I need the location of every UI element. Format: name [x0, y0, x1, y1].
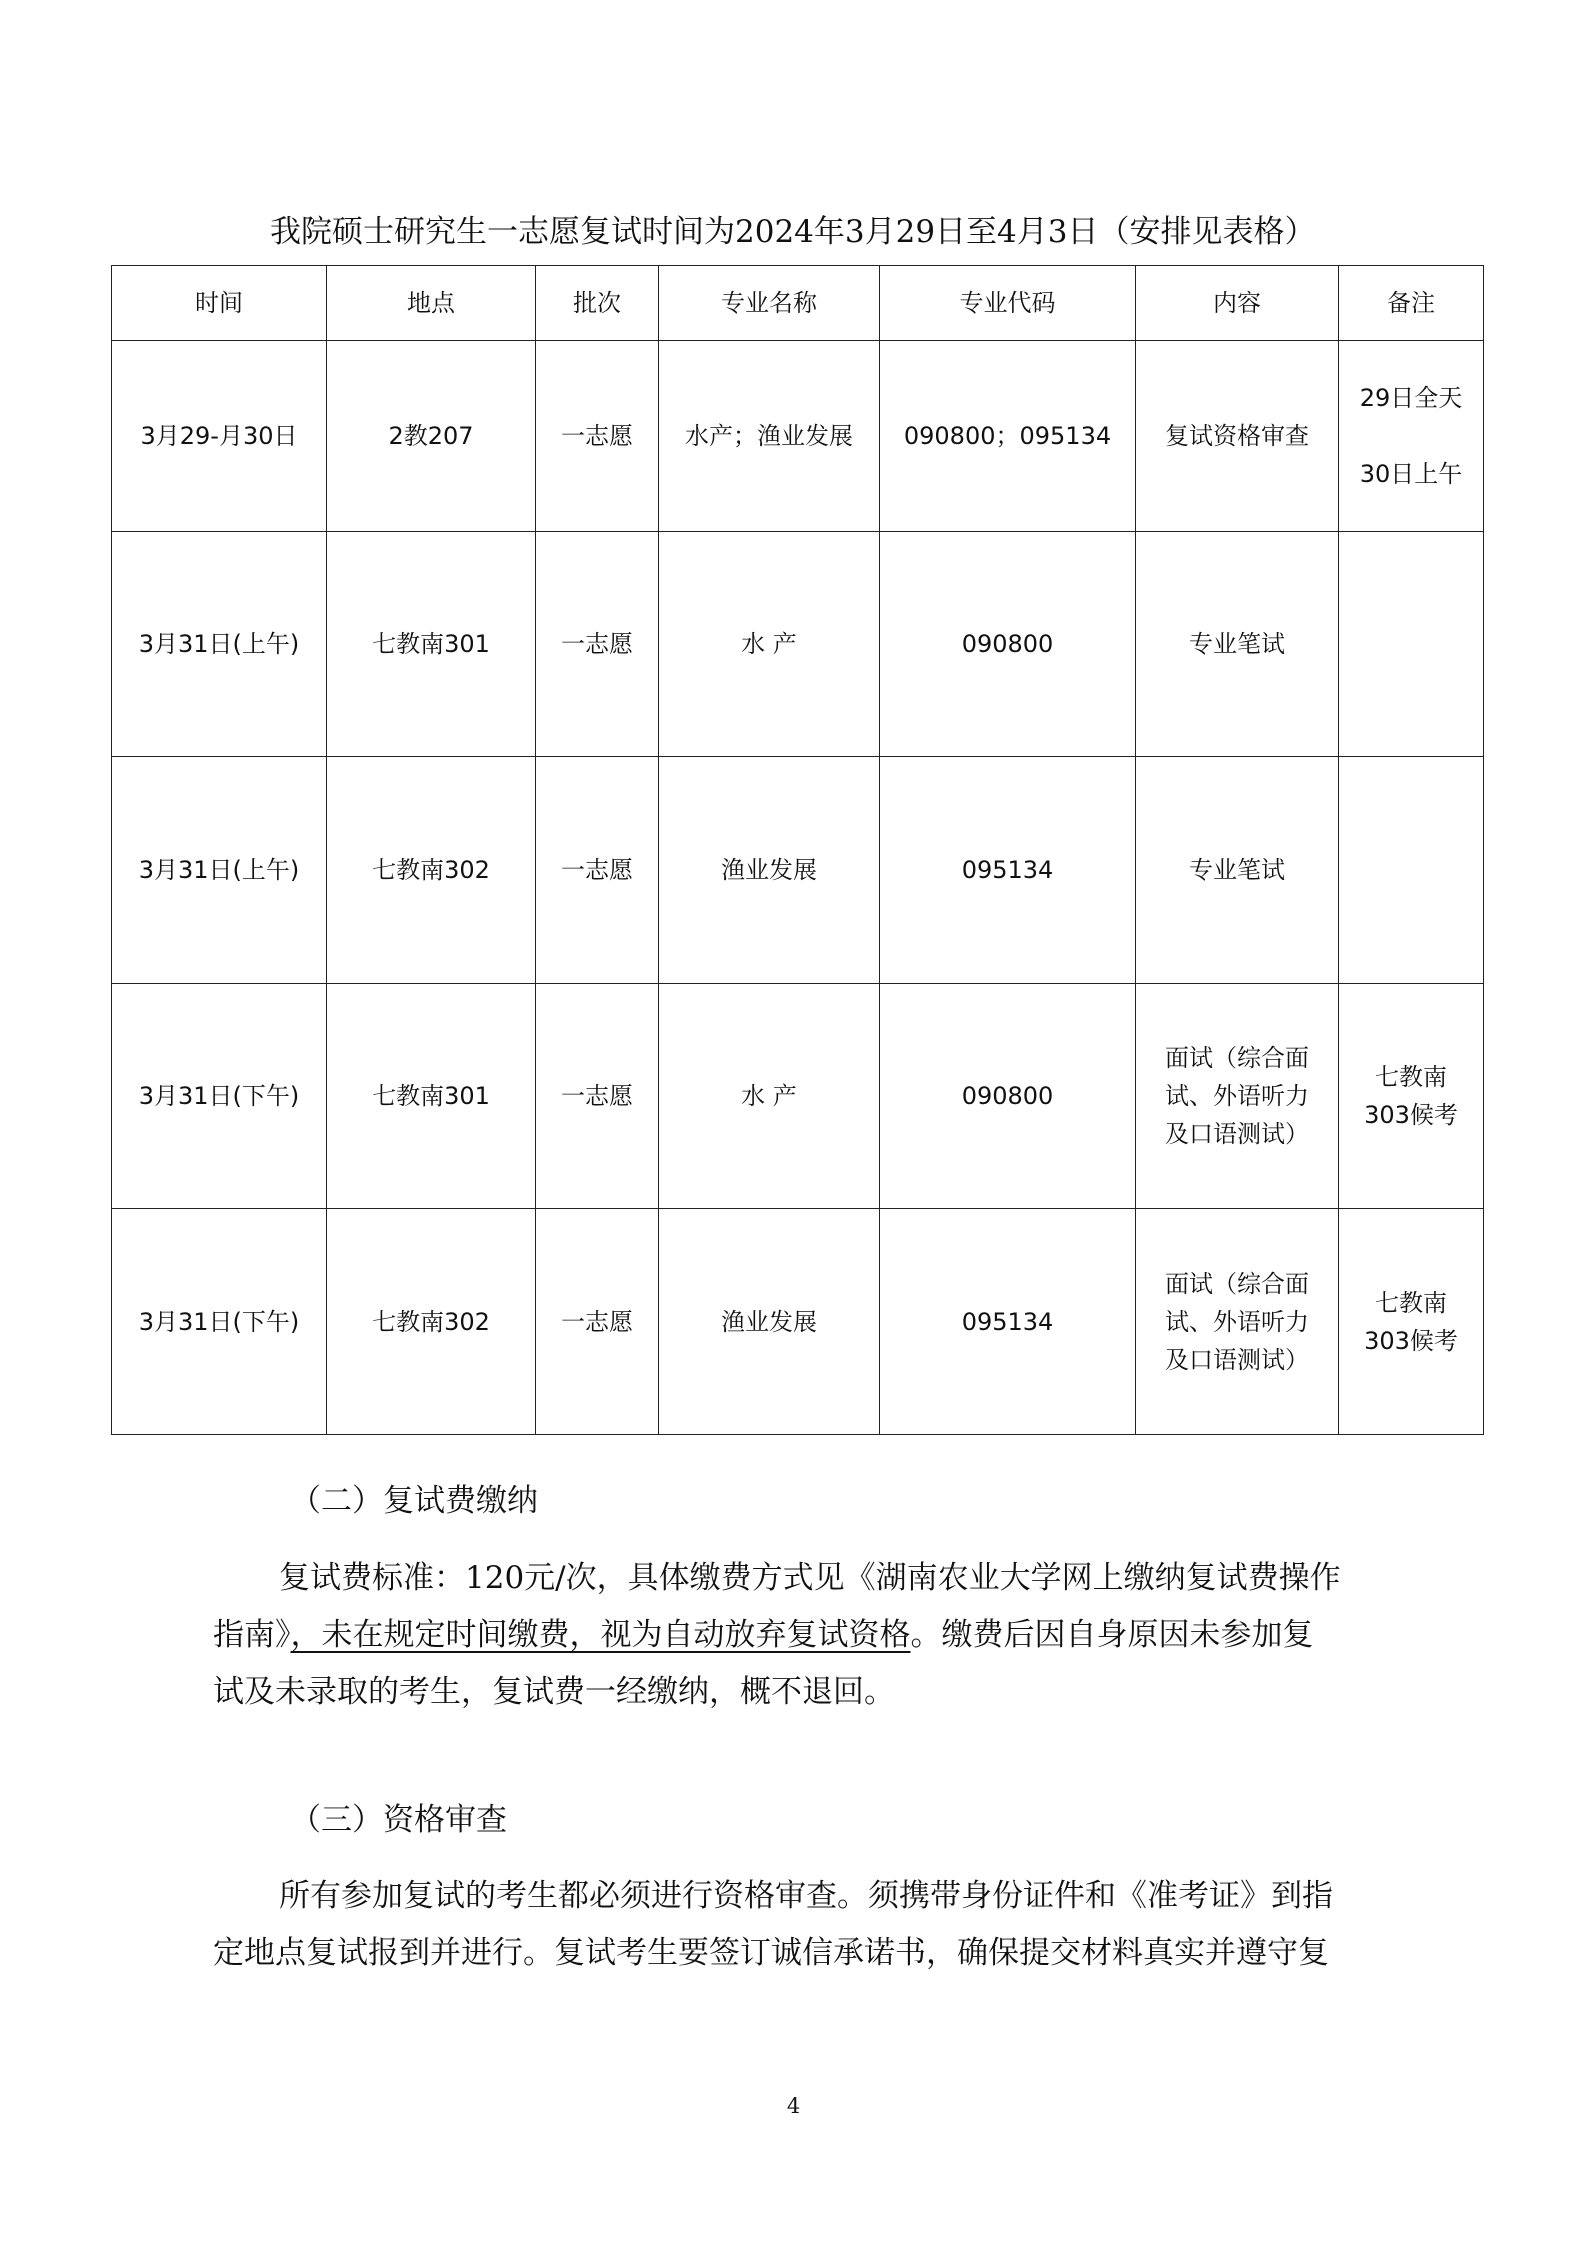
- fee-paragraph: [213, 1550, 1383, 1721]
- text-segment: 。缴费后因自身原因未参加复: [910, 1617, 1314, 1653]
- note-line: 303候考: [1364, 1101, 1458, 1129]
- header-time: 时间: [112, 266, 327, 341]
- cell-time: 3月31日(上午): [112, 532, 327, 757]
- table-row: [112, 341, 1484, 532]
- content-line: 复试资格审查: [1165, 422, 1309, 450]
- cell-code: 095134: [880, 757, 1136, 984]
- cell-note: [1339, 341, 1484, 532]
- cell-batch: 一志愿: [536, 1209, 659, 1435]
- table-row: [112, 532, 1484, 757]
- header-note: 备注: [1339, 266, 1484, 341]
- cell-code: 090800: [880, 532, 1136, 757]
- cell-major: 水 产: [659, 984, 880, 1209]
- table-row: [112, 1209, 1484, 1435]
- cell-batch: 一志愿: [536, 984, 659, 1209]
- note-line: 七教南: [1375, 1063, 1447, 1091]
- paragraph-line: 所有参加复试的考生都必须进行资格审查。须携带身份证件和《准考证》到指: [279, 1878, 1333, 1914]
- cell-place: 七教南301: [327, 984, 536, 1209]
- cell-place: 七教南301: [327, 532, 536, 757]
- cell-major: 水产；渔业发展: [659, 341, 880, 532]
- cell-time: 3月31日(下午): [112, 984, 327, 1209]
- header-content: 内容: [1136, 266, 1339, 341]
- content-line: 面试（综合面: [1165, 1269, 1309, 1298]
- content-line: 试、外语听力: [1165, 1082, 1309, 1110]
- table-header-row: [112, 266, 1484, 341]
- text-segment: 指南》: [213, 1617, 291, 1653]
- schedule-intro: 我院硕士研究生一志愿复试时间为2024年3月29日至4月3日（安排见表格）: [270, 214, 1316, 250]
- cell-code: 095134: [880, 1209, 1136, 1435]
- underlined-text: ，未在规定时间缴费，视为自动放弃复试资格: [290, 1617, 911, 1653]
- cell-major: 渔业发展: [659, 757, 880, 984]
- cell-note: [1339, 757, 1484, 984]
- note-line: 303候考: [1364, 1326, 1458, 1355]
- content-line: 及口语测试）: [1165, 1120, 1309, 1148]
- cell-note: [1339, 1209, 1484, 1435]
- qualification-paragraph: [213, 1868, 1383, 1982]
- cell-place: 七教南302: [327, 757, 536, 984]
- table-row: [112, 984, 1484, 1209]
- schedule-table: [111, 265, 1484, 1435]
- header-place: 地点: [327, 266, 536, 341]
- content-line: 专业笔试: [1189, 630, 1285, 658]
- content-line: 面试（综合面: [1165, 1044, 1309, 1072]
- table-row: [112, 757, 1484, 984]
- cell-time: 3月31日(上午): [112, 757, 327, 984]
- content-line: 专业笔试: [1189, 856, 1285, 884]
- note-line: 30日上午: [1359, 460, 1463, 488]
- cell-batch: 一志愿: [536, 532, 659, 757]
- section-heading-qualification: （三）资格审查: [290, 1802, 507, 1838]
- page-number: 4: [786, 2094, 801, 2118]
- note-line: 29日全天: [1359, 384, 1463, 412]
- cell-major: 渔业发展: [659, 1209, 880, 1435]
- cell-note: [1339, 984, 1484, 1209]
- cell-major: 水 产: [659, 532, 880, 757]
- paragraph-line: [213, 1607, 1383, 1664]
- section-heading-fee: （二）复试费缴纳: [290, 1483, 538, 1519]
- header-code: 专业代码: [880, 266, 1136, 341]
- cell-time: 3月31日(下午): [112, 1209, 327, 1435]
- cell-content: [1136, 984, 1339, 1209]
- cell-content: [1136, 757, 1339, 984]
- paragraph-line: 试及未录取的考生，复试费一经缴纳，概不退回。: [213, 1674, 895, 1710]
- cell-place: 2教207: [327, 341, 536, 532]
- cell-time: 3月29-月30日: [112, 341, 327, 532]
- header-major: 专业名称: [659, 266, 880, 341]
- paragraph-line: 复试费标准：120元/次，具体缴费方式见《湖南农业大学网上缴纳复试费操作: [279, 1560, 1341, 1596]
- cell-batch: 一志愿: [536, 341, 659, 532]
- header-batch: 批次: [536, 266, 659, 341]
- paragraph-line: 定地点复试报到并进行。复试考生要签订诚信承诺书，确保提交材料真实并遵守复: [213, 1935, 1329, 1971]
- cell-content: [1136, 341, 1339, 532]
- cell-batch: 一志愿: [536, 757, 659, 984]
- content-line: 试、外语听力: [1165, 1307, 1309, 1336]
- cell-content: [1136, 532, 1339, 757]
- cell-note: [1339, 532, 1484, 757]
- content-line: 及口语测试）: [1165, 1345, 1309, 1374]
- cell-place: 七教南302: [327, 1209, 536, 1435]
- cell-content: [1136, 1209, 1339, 1435]
- cell-code: 090800: [880, 984, 1136, 1209]
- note-line: 七教南: [1375, 1288, 1447, 1317]
- cell-code: 090800；095134: [880, 341, 1136, 532]
